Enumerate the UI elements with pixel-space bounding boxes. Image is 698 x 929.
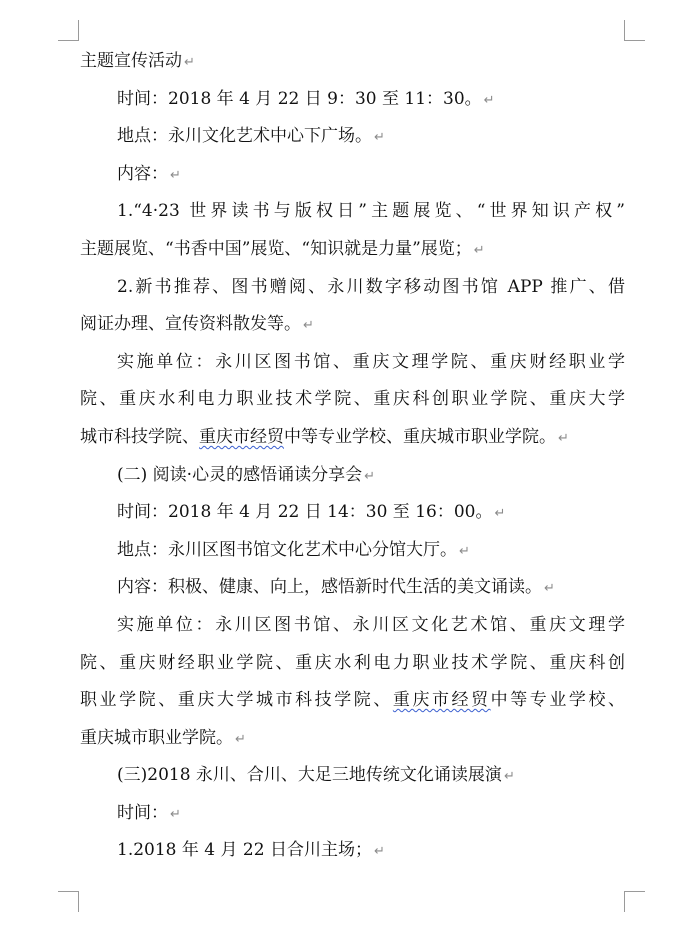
text-line <box>80 569 625 607</box>
text-line <box>80 795 625 833</box>
paragraph-mark-icon: ↵ <box>170 167 181 183</box>
text-line <box>80 81 625 119</box>
page-corner-mark-bottom-left <box>58 891 79 912</box>
text-line: 实施单位：永川区图书馆、永川区文化艺术馆、重庆文理学 <box>117 614 625 635</box>
paragraph-mark-icon: ↵ <box>494 506 506 522</box>
org-list-text: 中等专业学校、重庆城市职业学院。 <box>284 426 556 447</box>
page-corner-mark-top-left <box>58 20 79 41</box>
text-line <box>80 43 625 81</box>
text-line <box>80 832 625 870</box>
org-list-text: 城市科技学院、 <box>80 426 199 447</box>
text-line: 院、重庆财经职业学院、重庆水利电力职业技术学院、重庆科创 <box>80 652 625 673</box>
text-line <box>80 720 625 758</box>
text-line <box>80 156 625 194</box>
org-list-text: 职业学院、重庆大学城市科技学院、 <box>80 690 393 711</box>
text-line <box>80 118 625 156</box>
org-list-text: 重庆城市职业学院。 <box>80 727 233 748</box>
event-time-label: 时间： <box>117 802 168 823</box>
paragraph-mark-icon: ↵ <box>170 806 181 822</box>
paragraph-mark-icon: ↵ <box>503 769 515 785</box>
text-line <box>80 532 625 570</box>
text-line: 院、重庆水利电力职业技术学院、重庆科创职业学院、重庆大学 <box>80 389 625 410</box>
event-location: 地点：永川文化艺术中心下广场。 <box>117 126 372 147</box>
paragraph-mark-icon: ↵ <box>373 844 385 860</box>
text-line <box>80 419 625 457</box>
text-line <box>80 231 625 269</box>
paragraph-mark-icon: ↵ <box>184 55 195 70</box>
paragraph-mark-icon: ↵ <box>544 581 555 597</box>
event-content: 内容：积极、健康、向上，感悟新时代生活的美文诵读。 <box>117 577 542 598</box>
text-line <box>80 682 625 720</box>
event-content-label: 内容： <box>117 163 168 184</box>
paragraph-mark-icon: ↵ <box>303 318 314 334</box>
text-line: 1.“4·23 世界读书与版权日”主题展览、“世界知识产权” <box>117 201 625 222</box>
page-corner-mark-top-right <box>624 20 645 41</box>
page-corner-mark-bottom-right <box>624 891 645 912</box>
list-item-text: 1.2018 年 4 月 22 日合川主场； <box>117 840 372 861</box>
event-time: 时间：2018 年 4 月 22 日 14：30 至 16：00。 <box>117 502 493 523</box>
document-body[interactable] <box>80 43 625 870</box>
text-line <box>80 457 625 495</box>
paragraph-mark-icon: ↵ <box>483 92 495 108</box>
section-heading: (三)2018 永川、合川、大足三地传统文化诵读展演 <box>117 765 502 786</box>
paragraph-mark-icon: ↵ <box>473 242 485 258</box>
text-line <box>80 494 625 532</box>
paragraph-mark-icon: ↵ <box>364 468 375 484</box>
paragraph-mark-icon: ↵ <box>558 430 569 446</box>
paragraph-mark-icon: ↵ <box>374 130 385 146</box>
section-title-continued: 主题宣传活动 <box>80 51 182 71</box>
event-location: 地点：永川区图书馆文化艺术中心分馆大厅。 <box>117 539 457 560</box>
list-item-text: 主题展览、“书香中国”展览、“知识就是力量”展览； <box>80 238 472 259</box>
event-time: 时间：2018 年 4 月 22 日 9：30 至 11：30。 <box>117 88 482 109</box>
spellcheck-flagged-text[interactable]: 重庆市经贸 <box>199 426 284 447</box>
paragraph-mark-icon: ↵ <box>459 543 470 559</box>
spellcheck-flagged-text[interactable]: 重庆市经贸 <box>392 690 491 711</box>
text-line <box>80 757 625 795</box>
text-line: 2.新书推荐、图书赠阅、永川数字移动图书馆 APP 推广、借 <box>117 276 625 297</box>
org-list-text: 中等专业学校、 <box>490 690 625 711</box>
section-heading: (二) 阅读·心灵的感悟诵读分享会 <box>117 464 363 485</box>
paragraph-mark-icon: ↵ <box>235 731 246 747</box>
list-item-text: 阅证办理、宣传资料散发等。 <box>80 314 301 335</box>
text-line <box>80 306 625 344</box>
text-line: 实施单位：永川区图书馆、重庆文理学院、重庆财经职业学 <box>117 351 625 372</box>
